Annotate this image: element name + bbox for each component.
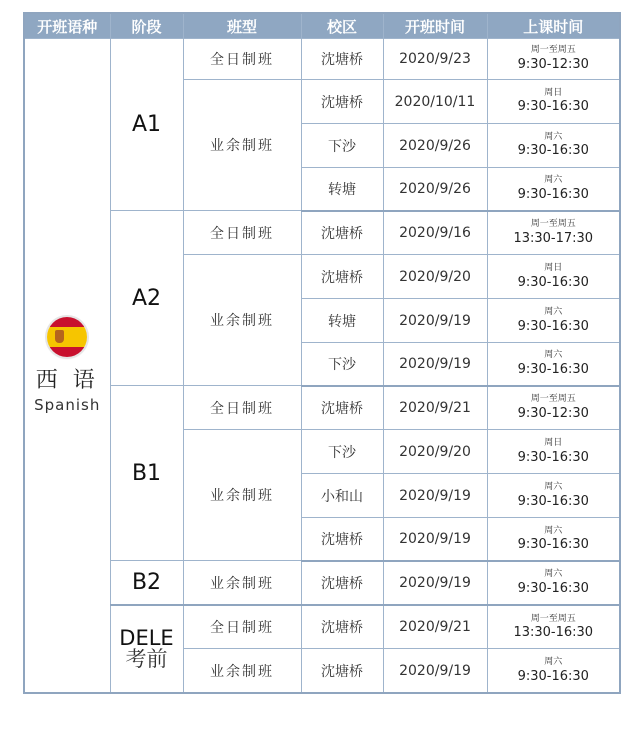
header-class-time: 上课时间 [487, 13, 620, 39]
class-hours: 9:30-12:30 [517, 56, 589, 72]
class-days: 周六 [544, 569, 563, 580]
class-hours: 9:30-16:30 [517, 449, 589, 465]
class-hours: 9:30-16:30 [517, 274, 589, 290]
start-date: 2020/9/19 [383, 561, 487, 605]
spain-flag-icon [47, 317, 87, 357]
class-days: 周六 [544, 525, 563, 536]
class-time [487, 39, 620, 80]
language-chinese-name: 西 语 [35, 368, 99, 393]
class-type: 业余制班 [183, 649, 301, 693]
stage-label: A2 [131, 285, 162, 311]
class-time [487, 605, 620, 649]
header-language: 开班语种 [24, 13, 110, 39]
table-row [24, 605, 620, 649]
stage-b1 [110, 386, 183, 561]
class-days: 周日 [544, 88, 563, 98]
class-days: 周一至周五 [530, 394, 576, 405]
class-type: 全日制班 [183, 605, 301, 649]
class-type: 全日制班 [183, 386, 301, 430]
class-hours: 13:30-16:30 [513, 625, 594, 641]
campus: 下沙 [301, 124, 383, 168]
class-hours: 9:30-16:30 [517, 186, 589, 202]
campus: 沈塘桥 [301, 255, 383, 299]
class-time [487, 343, 620, 386]
campus: 沈塘桥 [301, 649, 383, 693]
stage-b2 [110, 561, 183, 605]
campus: 下沙 [301, 430, 383, 474]
class-time [487, 386, 620, 430]
table-row [24, 386, 620, 430]
class-hours: 13:30-17:30 [513, 230, 594, 246]
header-start-date: 开班时间 [383, 13, 487, 39]
class-days: 周六 [544, 482, 563, 493]
class-time [487, 518, 620, 561]
start-date: 2020/10/11 [383, 80, 487, 124]
class-hours: 9:30-16:30 [517, 318, 589, 334]
class-hours: 9:30-16:30 [517, 143, 589, 159]
campus: 沈塘桥 [301, 386, 383, 430]
header-stage: 阶段 [110, 13, 183, 39]
start-date: 2020/9/19 [383, 474, 487, 518]
start-date: 2020/9/20 [383, 430, 487, 474]
class-schedule-table [23, 12, 621, 694]
class-hours: 9:30-12:30 [517, 405, 589, 421]
class-type: 业余制班 [183, 561, 301, 605]
start-date: 2020/9/20 [383, 255, 487, 299]
start-date: 2020/9/16 [383, 211, 487, 255]
class-days: 周六 [544, 657, 563, 668]
class-time [487, 561, 620, 605]
campus: 沈塘桥 [301, 39, 383, 80]
class-type: 全日制班 [183, 211, 301, 255]
class-time [487, 474, 620, 518]
class-days: 周一至周五 [530, 219, 576, 230]
class-time [487, 124, 620, 168]
class-type: 业余制班 [183, 255, 301, 386]
class-type: 全日制班 [183, 39, 301, 80]
table-row [24, 561, 620, 605]
header-class-type: 班型 [183, 13, 301, 39]
class-days: 周一至周五 [530, 613, 576, 624]
class-time [487, 255, 620, 299]
start-date: 2020/9/19 [383, 343, 487, 386]
class-days: 周日 [544, 438, 563, 449]
campus: 下沙 [301, 343, 383, 386]
stage-label: B2 [131, 570, 162, 596]
class-time [487, 649, 620, 693]
start-date: 2020/9/26 [383, 124, 487, 168]
table-row [24, 39, 620, 80]
start-date: 2020/9/19 [383, 299, 487, 343]
start-date: 2020/9/19 [383, 518, 487, 561]
class-days: 周六 [544, 350, 563, 361]
class-hours: 9:30-16:30 [517, 493, 589, 509]
class-days: 周一至周五 [530, 45, 576, 56]
stage-a1 [110, 39, 183, 211]
table-row [24, 211, 620, 255]
class-type: 业余制班 [183, 80, 301, 211]
stage-label: DELE [119, 625, 174, 650]
stage-label: A1 [131, 112, 162, 138]
start-date: 2020/9/23 [383, 39, 487, 80]
class-time [487, 430, 620, 474]
class-days: 周六 [544, 132, 563, 143]
class-time [487, 168, 620, 211]
class-hours: 9:30-16:30 [517, 537, 589, 552]
campus: 小和山 [301, 474, 383, 518]
stage-sublabel: 考前 [125, 646, 168, 671]
campus: 沈塘桥 [301, 211, 383, 255]
class-type: 业余制班 [183, 430, 301, 561]
class-time [487, 211, 620, 255]
header-campus: 校区 [301, 13, 383, 39]
class-days: 周六 [544, 175, 563, 186]
campus: 沈塘桥 [301, 561, 383, 605]
stage-label: B1 [131, 460, 162, 486]
stage-a2 [110, 211, 183, 386]
class-hours: 9:30-16:30 [517, 99, 589, 115]
class-hours: 9:30-16:30 [517, 361, 589, 377]
campus: 沈塘桥 [301, 605, 383, 649]
header-row [24, 13, 620, 39]
start-date: 2020/9/26 [383, 168, 487, 211]
class-time [487, 299, 620, 343]
start-date: 2020/9/21 [383, 605, 487, 649]
start-date: 2020/9/21 [383, 386, 487, 430]
class-days: 周六 [544, 307, 563, 318]
campus: 转塘 [301, 168, 383, 211]
class-time [487, 80, 620, 124]
class-days: 周日 [544, 263, 563, 274]
start-date: 2020/9/19 [383, 649, 487, 693]
campus: 沈塘桥 [301, 518, 383, 561]
language-english-name: Spanish [34, 396, 101, 414]
stage-dele [110, 605, 183, 693]
campus: 沈塘桥 [301, 80, 383, 124]
language-cell [24, 39, 110, 694]
campus: 转塘 [301, 299, 383, 343]
class-hours: 9:30-16:30 [517, 668, 589, 684]
class-hours: 9:30-16:30 [517, 580, 589, 596]
